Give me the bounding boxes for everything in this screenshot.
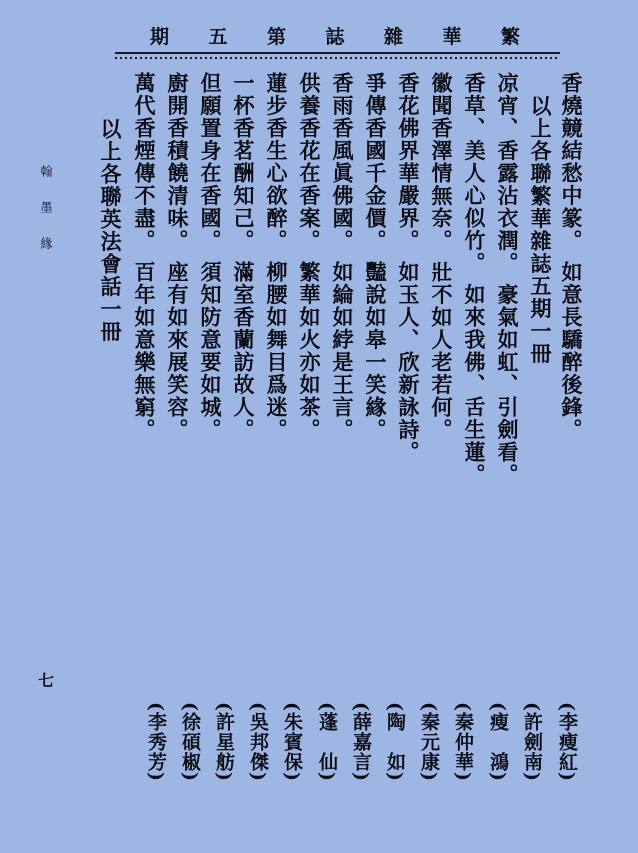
- page-number: 七: [38, 671, 55, 690]
- couplet-column: 但願置身在香國。 須知防意要如城。: [198, 72, 223, 441]
- author-name: (朱賓保): [281, 702, 303, 782]
- author-name: (許星舫): [213, 702, 235, 782]
- author-name: (秦元康): [418, 702, 440, 782]
- couplet-column: 香雨香風眞佛國。 如綸如綍是王言。: [330, 72, 355, 441]
- source-note: 以上各聯英法會話一冊: [98, 118, 123, 343]
- journal-title: [150, 22, 520, 49]
- couplet-column: 一杯香茗酬知己。 滿室香蘭訪故人。: [231, 72, 256, 441]
- couplet-column: 蓮步香生心欲醉。 柳腰如舞目爲迷。: [264, 72, 289, 441]
- author-name: (李秀芳): [145, 702, 167, 782]
- couplet-column: 供養香花在香案。 繁華如火亦如茶。: [297, 72, 322, 441]
- header-divider: [115, 52, 560, 60]
- journal-title-char: 誌: [325, 26, 345, 48]
- author-name: (徐碩椒): [179, 702, 201, 782]
- journal-title-char: 華: [442, 26, 462, 48]
- couplet-column: 徽聞香澤情無奈。 壯不如人老若何。: [429, 72, 454, 441]
- couplet-column: 凉宵、香露沾衣潤。 豪氣如虹、引劍看。: [495, 72, 520, 486]
- author-name: (蓬 仙): [316, 702, 338, 782]
- author-name: (許劍南): [521, 702, 543, 782]
- journal-title-char: 第: [266, 26, 286, 48]
- journal-title-char: 期: [150, 26, 170, 48]
- couplet-column: 廚開香積饒清味。 座有如來展笑容。: [165, 72, 190, 441]
- journal-title-char: 雜: [383, 26, 403, 48]
- margin-label: 翰 墨 緣: [39, 165, 53, 255]
- author-name: (瘦 鴻): [487, 702, 509, 782]
- author-name: (吳邦傑): [247, 702, 269, 782]
- couplet-column: 香草、美人心似竹。 如來我佛、舌生蓮。: [462, 72, 487, 486]
- author-name: (秦仲華): [452, 702, 474, 782]
- journal-title-char: 五: [208, 26, 228, 48]
- journal-title-char: 繁: [500, 26, 520, 48]
- author-name: (李瘦紅): [556, 702, 578, 782]
- author-name: (陶 如): [384, 702, 406, 782]
- author-name: (薛嘉言): [350, 702, 372, 782]
- couplet-column: 爭傳香國千金價。 豔說如皋一笑緣。: [363, 72, 388, 441]
- couplet-column: 香燒竸結愁中篆。 如意長驕醉後鋒。: [559, 72, 584, 441]
- couplet-column: 香花佛界華嚴界。 如玉人、欣新詠詩。: [396, 72, 421, 464]
- couplet-column: 萬代香煙傳不盡。 百年如意樂無窮。: [132, 72, 157, 441]
- source-note: 以上各聯繁華雜誌五期一冊: [528, 95, 553, 365]
